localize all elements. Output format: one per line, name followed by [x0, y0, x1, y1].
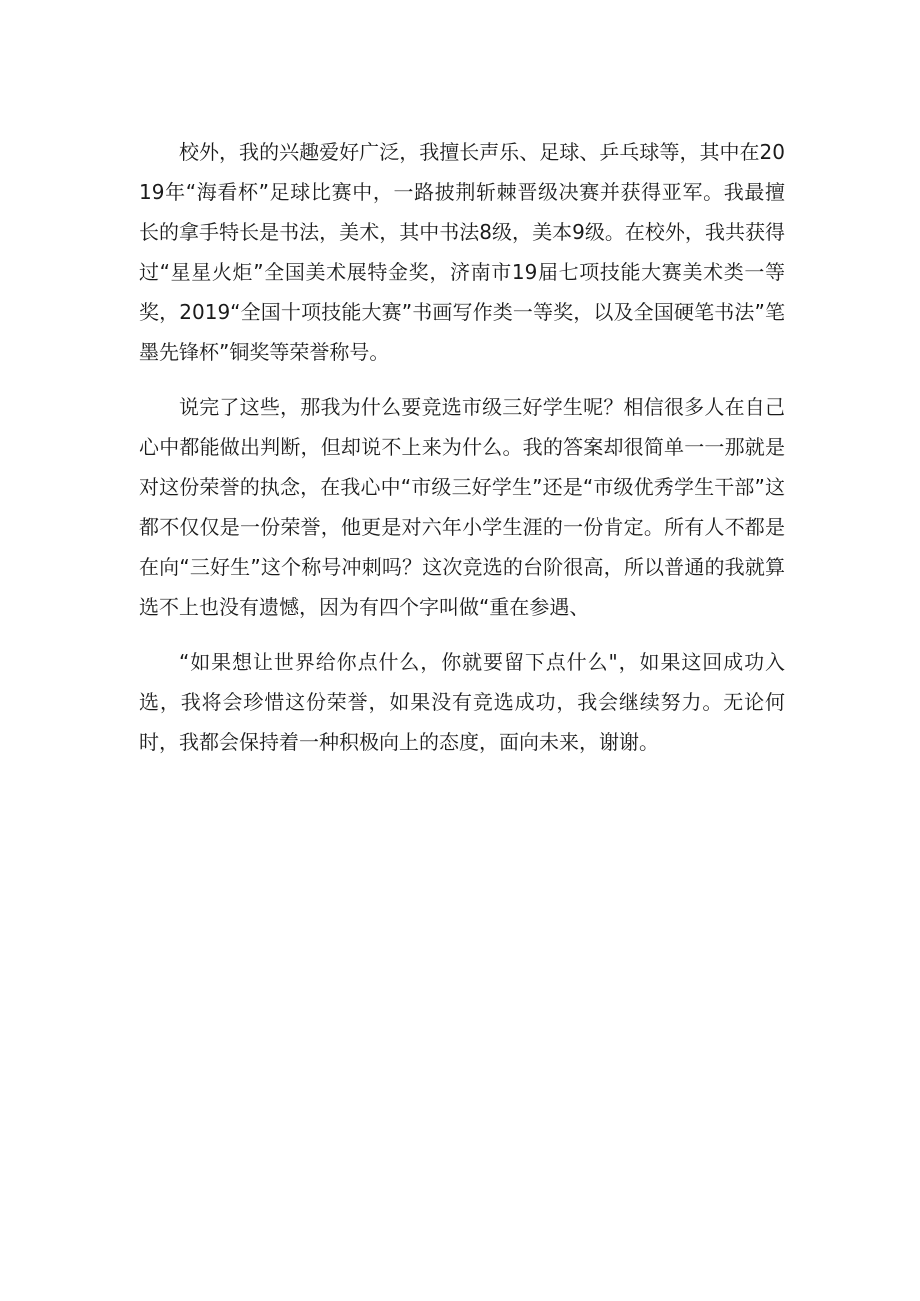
paragraph-reason: 说完了这些，那我为什么要竞选市级三好学生呢？相信很多人在自己心中都能做出判断，但却说不上来为什么。我的答案却很简单一一那就是对这份荣誉的执念，在我心中“市级三好学生”还是“市级优秀学生干部”这都不仅仅是一份荣誉，他更是对六年小学生涯的一份肯定。所有人不都是在向“三好生”这个称号冲刺吗？这次竞选的台阶很高，所以普通的我就算选不上也没有遗憾，因为有四个字叫做“重在参遇、 — [139, 395, 785, 619]
document-body — [139, 132, 785, 762]
paragraph-hobbies: 校外，我的兴趣爱好广泛，我擅长声乐、足球、乒乓球等，其中在2019年“海看杯”足球比赛中，一路披荆斩棘晋级决赛并获得亚军。我最擅长的拿手特长是书法，美术，其中书法8级，美本9级。在校外，我共获得过“星星火炬”全国美术展特金奖，济南市19届七项技能大赛美术类一等奖，2019“全国十项技能大赛”书画写作类一等奖，以及全国硬笔书法”笔墨先锋杯”铜奖等荣誉称号。 — [139, 140, 785, 364]
paragraph-closing: “如果想让世界给你点什么，你就要留下点什么"，如果这回成功入选，我将会珍惜这份荣誉，如果没有竞选成功，我会继续努力。无论何时，我都会保持着一种积极向上的态度，面向未来，谢谢。 — [139, 650, 785, 754]
